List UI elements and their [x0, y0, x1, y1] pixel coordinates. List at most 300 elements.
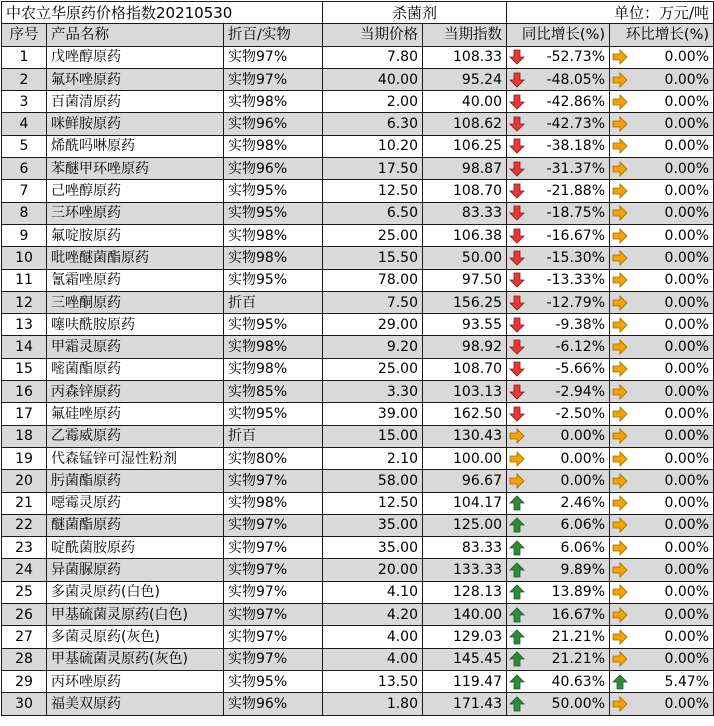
cell-basis: 实物97%	[224, 537, 323, 559]
cell-product-name: 甲基硫菌灵原药(白色)	[47, 604, 224, 626]
cell-mom	[610, 693, 714, 715]
cell-product-name: 咪鲜胺原药	[47, 113, 224, 135]
table-row	[2, 425, 714, 447]
yoy-value: 50.00%	[551, 695, 606, 712]
mom-value: 0.00%	[664, 562, 710, 579]
arrow-down-icon	[509, 272, 525, 288]
arrow-up-icon	[509, 562, 525, 578]
arrow-down-icon	[509, 406, 525, 422]
cell-price: 35.00	[323, 537, 423, 559]
cell-price: 7.50	[323, 291, 423, 313]
yoy-value: 0.00%	[560, 472, 606, 489]
cell-mom	[610, 291, 714, 313]
cell-index: 98.92	[423, 336, 507, 358]
mom-value: 0.00%	[664, 472, 710, 489]
yoy-value: -18.75%	[546, 205, 606, 222]
arrow-down-icon	[509, 361, 525, 377]
mom-value: 0.00%	[664, 339, 710, 356]
arrow-down-icon	[509, 384, 525, 400]
cell-yoy	[507, 670, 610, 692]
cell-no: 12	[2, 291, 47, 313]
cell-index: 83.33	[423, 537, 507, 559]
cell-product-name: 多菌灵原药(白色)	[47, 581, 224, 603]
header-basis: 折百/实物	[224, 24, 323, 46]
cell-no: 3	[2, 91, 47, 113]
cell-product-name: 百菌清原药	[47, 91, 224, 113]
arrow-right-icon	[612, 696, 628, 712]
cell-mom	[610, 68, 714, 90]
table-row	[2, 135, 714, 157]
cell-product-name: 甲霜灵原药	[47, 336, 224, 358]
cell-basis: 实物96%	[224, 158, 323, 180]
cell-index: 125.00	[423, 514, 507, 536]
cell-index: 108.62	[423, 113, 507, 135]
yoy-value: -2.94%	[555, 383, 606, 400]
cell-yoy	[507, 291, 610, 313]
arrow-down-icon	[509, 183, 525, 199]
cell-no: 1	[2, 46, 47, 68]
cell-no: 5	[2, 135, 47, 157]
cell-no: 17	[2, 403, 47, 425]
cell-yoy	[507, 403, 610, 425]
table-row	[2, 648, 714, 670]
mom-value: 0.00%	[664, 49, 710, 66]
yoy-value: -38.18%	[546, 138, 606, 155]
yoy-value: 6.06%	[560, 517, 606, 534]
cell-yoy	[507, 336, 610, 358]
arrow-down-icon	[509, 138, 525, 154]
table-row	[2, 447, 714, 469]
cell-yoy	[507, 470, 610, 492]
yoy-value: -2.50%	[555, 405, 606, 422]
cell-basis: 实物98%	[224, 135, 323, 157]
yoy-value: -48.05%	[546, 71, 606, 88]
cell-index: 129.03	[423, 626, 507, 648]
cell-basis: 实物98%	[224, 358, 323, 380]
arrow-up-icon	[509, 584, 525, 600]
cell-index: 106.38	[423, 224, 507, 246]
header-mom: 环比增长(%)	[610, 24, 714, 46]
arrow-down-icon	[509, 295, 525, 311]
cell-basis: 实物97%	[224, 626, 323, 648]
arrow-down-icon	[509, 116, 525, 132]
yoy-value: 21.21%	[551, 628, 606, 645]
cell-product-name: 多菌灵原药(灰色)	[47, 626, 224, 648]
table-row	[2, 492, 714, 514]
arrow-up-icon	[612, 674, 628, 690]
yoy-value: -16.67%	[546, 227, 606, 244]
cell-mom	[610, 537, 714, 559]
cell-mom	[610, 492, 714, 514]
mom-value: 0.00%	[664, 628, 710, 645]
arrow-down-icon	[509, 161, 525, 177]
cell-yoy	[507, 648, 610, 670]
cell-product-name: 三唑酮原药	[47, 291, 224, 313]
cell-mom	[610, 447, 714, 469]
arrow-up-icon	[509, 696, 525, 712]
cell-yoy	[507, 91, 610, 113]
cell-yoy	[507, 514, 610, 536]
cell-basis: 实物97%	[224, 514, 323, 536]
cell-product-name: 异菌脲原药	[47, 559, 224, 581]
cell-mom	[610, 670, 714, 692]
cell-price: 4.00	[323, 648, 423, 670]
mom-value: 0.00%	[664, 695, 710, 712]
cell-no: 7	[2, 180, 47, 202]
cell-basis: 折百	[224, 425, 323, 447]
mom-value: 0.00%	[664, 361, 710, 378]
cell-basis: 实物98%	[224, 492, 323, 514]
cell-index: 83.33	[423, 202, 507, 224]
cell-yoy	[507, 158, 610, 180]
cell-index: 108.70	[423, 358, 507, 380]
yoy-value: 0.00%	[560, 428, 606, 445]
cell-index: 97.50	[423, 269, 507, 291]
arrow-down-icon	[509, 250, 525, 266]
cell-basis: 实物97%	[224, 648, 323, 670]
cell-product-name: 噁霉灵原药	[47, 492, 224, 514]
cell-basis: 实物96%	[224, 113, 323, 135]
yoy-value: -6.12%	[555, 339, 606, 356]
mom-value: 0.00%	[664, 116, 710, 133]
cell-price: 6.50	[323, 202, 423, 224]
cell-no: 29	[2, 670, 47, 692]
arrow-right-icon	[612, 451, 628, 467]
cell-yoy	[507, 604, 610, 626]
cell-mom	[610, 202, 714, 224]
cell-product-name: 代森锰锌可湿性粉剂	[47, 447, 224, 469]
arrow-right-icon	[612, 584, 628, 600]
cell-yoy	[507, 581, 610, 603]
cell-price: 7.80	[323, 46, 423, 68]
yoy-value: 9.89%	[560, 562, 606, 579]
cell-price: 13.50	[323, 670, 423, 692]
cell-no: 18	[2, 425, 47, 447]
cell-index: 108.70	[423, 180, 507, 202]
cell-basis: 实物97%	[224, 581, 323, 603]
arrow-right-icon	[612, 428, 628, 444]
category-label: 杀菌剂	[323, 2, 507, 24]
cell-index: 96.67	[423, 470, 507, 492]
cell-no: 16	[2, 381, 47, 403]
cell-mom	[610, 358, 714, 380]
cell-mom	[610, 158, 714, 180]
cell-product-name: 醚菌酯原药	[47, 514, 224, 536]
mom-value: 0.00%	[664, 651, 710, 668]
arrow-right-icon	[612, 138, 628, 154]
header-price: 当期价格	[323, 24, 423, 46]
cell-mom	[610, 470, 714, 492]
cell-product-name: 己唑醇原药	[47, 180, 224, 202]
cell-basis: 实物95%	[224, 670, 323, 692]
cell-yoy	[507, 537, 610, 559]
cell-no: 28	[2, 648, 47, 670]
cell-price: 78.00	[323, 269, 423, 291]
mom-value: 0.00%	[664, 517, 710, 534]
mom-value: 0.00%	[664, 316, 710, 333]
cell-yoy	[507, 135, 610, 157]
arrow-down-icon	[509, 94, 525, 110]
arrow-up-icon	[509, 607, 525, 623]
cell-index: 50.00	[423, 247, 507, 269]
cell-no: 9	[2, 224, 47, 246]
table-row	[2, 358, 714, 380]
cell-yoy	[507, 358, 610, 380]
cell-basis: 实物95%	[224, 269, 323, 291]
cell-no: 13	[2, 314, 47, 336]
table-row	[2, 403, 714, 425]
table-row	[2, 224, 714, 246]
arrow-down-icon	[509, 317, 525, 333]
cell-mom	[610, 581, 714, 603]
cell-mom	[610, 247, 714, 269]
table-row	[2, 314, 714, 336]
yoy-value: -9.38%	[555, 316, 606, 333]
cell-basis: 实物97%	[224, 46, 323, 68]
table-row	[2, 113, 714, 135]
table-row	[2, 202, 714, 224]
mom-value: 0.00%	[664, 294, 710, 311]
table-row	[2, 269, 714, 291]
arrow-up-icon	[509, 651, 525, 667]
arrow-right-icon	[612, 517, 628, 533]
arrow-right-icon	[612, 161, 628, 177]
arrow-right-icon	[612, 339, 628, 355]
cell-product-name: 三环唑原药	[47, 202, 224, 224]
cell-product-name: 甲基硫菌灵原药(灰色)	[47, 648, 224, 670]
cell-yoy	[507, 68, 610, 90]
cell-index: 128.13	[423, 581, 507, 603]
cell-mom	[610, 269, 714, 291]
cell-index: 106.25	[423, 135, 507, 157]
cell-price: 12.50	[323, 180, 423, 202]
cell-yoy	[507, 113, 610, 135]
header-name: 产品名称	[47, 24, 224, 46]
cell-index: 162.50	[423, 403, 507, 425]
cell-basis: 实物95%	[224, 314, 323, 336]
header-no: 序号	[2, 24, 47, 46]
cell-basis: 实物98%	[224, 247, 323, 269]
table-row	[2, 336, 714, 358]
cell-mom	[610, 46, 714, 68]
mom-value: 0.00%	[664, 450, 710, 467]
arrow-down-icon	[509, 339, 525, 355]
cell-index: 156.25	[423, 291, 507, 313]
mom-value: 0.00%	[664, 227, 710, 244]
mom-value: 0.00%	[664, 93, 710, 110]
table-row	[2, 604, 714, 626]
cell-yoy	[507, 269, 610, 291]
cell-index: 130.43	[423, 425, 507, 447]
cell-product-name: 氟环唑原药	[47, 68, 224, 90]
header-row	[2, 24, 714, 46]
arrow-right-icon	[612, 406, 628, 422]
cell-mom	[610, 626, 714, 648]
cell-price: 9.20	[323, 336, 423, 358]
cell-no: 15	[2, 358, 47, 380]
mom-value: 0.00%	[664, 428, 710, 445]
cell-mom	[610, 91, 714, 113]
cell-price: 35.00	[323, 514, 423, 536]
cell-no: 24	[2, 559, 47, 581]
arrow-right-icon	[612, 94, 628, 110]
cell-yoy	[507, 381, 610, 403]
table-row	[2, 626, 714, 648]
cell-yoy	[507, 447, 610, 469]
yoy-value: -13.33%	[546, 272, 606, 289]
cell-no: 14	[2, 336, 47, 358]
mom-value: 0.00%	[664, 405, 710, 422]
yoy-value: -15.30%	[546, 249, 606, 266]
cell-no: 22	[2, 514, 47, 536]
mom-value: 0.00%	[664, 138, 710, 155]
arrow-down-icon	[509, 228, 525, 244]
cell-product-name: 氟啶胺原药	[47, 224, 224, 246]
mom-value: 0.00%	[664, 539, 710, 556]
cell-basis: 实物98%	[224, 336, 323, 358]
cell-price: 15.50	[323, 247, 423, 269]
cell-product-name: 乙霉威原药	[47, 425, 224, 447]
cell-index: 98.87	[423, 158, 507, 180]
cell-yoy	[507, 46, 610, 68]
price-index-table	[1, 1, 714, 716]
cell-price: 1.80	[323, 693, 423, 715]
cell-basis: 实物95%	[224, 202, 323, 224]
yoy-value: -21.88%	[546, 183, 606, 200]
mom-value: 0.00%	[664, 249, 710, 266]
cell-yoy	[507, 425, 610, 447]
cell-no: 10	[2, 247, 47, 269]
arrow-right-icon	[509, 428, 525, 444]
cell-basis: 实物96%	[224, 693, 323, 715]
cell-price: 4.20	[323, 604, 423, 626]
cell-price: 58.00	[323, 470, 423, 492]
title-row	[2, 2, 714, 24]
cell-product-name: 啶酰菌胺原药	[47, 537, 224, 559]
mom-value: 0.00%	[664, 272, 710, 289]
cell-basis: 实物95%	[224, 180, 323, 202]
arrow-down-icon	[509, 205, 525, 221]
cell-basis: 实物97%	[224, 604, 323, 626]
arrow-right-icon	[612, 651, 628, 667]
cell-price: 2.00	[323, 91, 423, 113]
mom-value: 0.00%	[664, 495, 710, 512]
table-row	[2, 91, 714, 113]
cell-no: 27	[2, 626, 47, 648]
arrow-right-icon	[612, 295, 628, 311]
arrow-right-icon	[612, 250, 628, 266]
table-row	[2, 537, 714, 559]
cell-mom	[610, 314, 714, 336]
cell-yoy	[507, 693, 610, 715]
mom-value: 0.00%	[664, 205, 710, 222]
arrow-right-icon	[612, 361, 628, 377]
cell-mom	[610, 224, 714, 246]
cell-index: 171.43	[423, 693, 507, 715]
table-row	[2, 291, 714, 313]
table-body	[2, 46, 714, 715]
arrow-up-icon	[509, 540, 525, 556]
cell-index: 140.00	[423, 604, 507, 626]
cell-yoy	[507, 247, 610, 269]
cell-no: 11	[2, 269, 47, 291]
arrow-up-icon	[509, 517, 525, 533]
yoy-value: -52.73%	[546, 49, 606, 66]
cell-no: 2	[2, 68, 47, 90]
arrow-right-icon	[509, 451, 525, 467]
cell-price: 29.00	[323, 314, 423, 336]
yoy-value: -42.86%	[546, 93, 606, 110]
cell-index: 93.55	[423, 314, 507, 336]
table-row	[2, 46, 714, 68]
cell-product-name: 氟硅唑原药	[47, 403, 224, 425]
cell-price: 25.00	[323, 358, 423, 380]
cell-price: 12.50	[323, 492, 423, 514]
cell-product-name: 噻呋酰胺原药	[47, 314, 224, 336]
arrow-right-icon	[612, 562, 628, 578]
cell-product-name: 吡唑醚菌酯原药	[47, 247, 224, 269]
cell-product-name: 苯醚甲环唑原药	[47, 158, 224, 180]
table-row	[2, 693, 714, 715]
cell-mom	[610, 604, 714, 626]
cell-price: 20.00	[323, 559, 423, 581]
cell-no: 4	[2, 113, 47, 135]
mom-value: 0.00%	[664, 183, 710, 200]
arrow-right-icon	[612, 228, 628, 244]
table-row	[2, 581, 714, 603]
yoy-value: 13.89%	[551, 584, 606, 601]
cell-yoy	[507, 180, 610, 202]
cell-mom	[610, 648, 714, 670]
yoy-value: 6.06%	[560, 539, 606, 556]
cell-product-name: 氰霜唑原药	[47, 269, 224, 291]
arrow-up-icon	[509, 674, 525, 690]
cell-mom	[610, 135, 714, 157]
cell-price: 3.30	[323, 381, 423, 403]
cell-basis: 实物98%	[224, 224, 323, 246]
mom-value: 0.00%	[664, 584, 710, 601]
yoy-value: -42.73%	[546, 116, 606, 133]
arrow-down-icon	[509, 72, 525, 88]
table-row	[2, 470, 714, 492]
yoy-value: 40.63%	[551, 673, 606, 690]
cell-price: 25.00	[323, 224, 423, 246]
cell-no: 25	[2, 581, 47, 603]
mom-value: 5.47%	[664, 673, 710, 690]
table-row	[2, 670, 714, 692]
cell-price: 10.20	[323, 135, 423, 157]
header-yoy: 同比增长(%)	[507, 24, 610, 46]
unit-label: 单位：万元/吨	[507, 2, 714, 24]
table-row	[2, 158, 714, 180]
cell-mom	[610, 180, 714, 202]
yoy-value: -5.66%	[555, 361, 606, 378]
cell-basis: 实物95%	[224, 403, 323, 425]
cell-mom	[610, 403, 714, 425]
cell-index: 104.17	[423, 492, 507, 514]
arrow-right-icon	[509, 473, 525, 489]
yoy-value: -12.79%	[546, 294, 606, 311]
cell-basis: 折百	[224, 291, 323, 313]
mom-value: 0.00%	[664, 383, 710, 400]
arrow-right-icon	[612, 205, 628, 221]
arrow-down-icon	[509, 49, 525, 65]
cell-index: 119.47	[423, 670, 507, 692]
cell-price: 2.10	[323, 447, 423, 469]
yoy-value: 2.46%	[560, 495, 606, 512]
arrow-right-icon	[612, 272, 628, 288]
cell-yoy	[507, 224, 610, 246]
